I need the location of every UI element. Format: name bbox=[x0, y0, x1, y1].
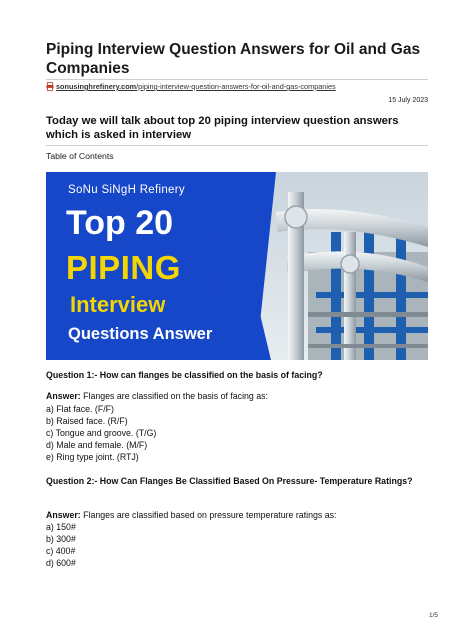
list-item: c) 400# bbox=[46, 546, 76, 557]
answer-2-lead: Answer: bbox=[46, 510, 81, 520]
banner-line-1: Top 20 bbox=[66, 204, 174, 242]
answer-2-intro bbox=[46, 509, 431, 521]
list-item: a) Flat face. (F/F) bbox=[46, 404, 114, 414]
banner-line-4: Questions Answer bbox=[68, 325, 213, 343]
source-domain: sonusinghrefinery.com bbox=[56, 82, 137, 91]
source-path: /piping-interview-question-answers-for-oil-and-gas-companies bbox=[136, 82, 336, 91]
source-line bbox=[46, 82, 336, 94]
list-item: a) 150# bbox=[46, 522, 76, 532]
list-item: d) Male and female. (M/F) bbox=[46, 440, 148, 451]
document-title: Piping Interview Question Answers for Oil and Gas Companies bbox=[46, 41, 421, 77]
list-item: c) Tongue and groove. (T/G) bbox=[46, 428, 157, 439]
question-2: Question 2:- How Can Flanges Be Classified Based On Pressure- Temperature Ratings? bbox=[46, 476, 413, 486]
answer-2-text: Flanges are classified based on pressure temperature ratings as: bbox=[80, 510, 337, 520]
question-1: Question 1:- How can flanges be classified on the basis of facing? bbox=[46, 370, 323, 380]
headline-divider bbox=[46, 145, 428, 146]
publish-date: 15 July 2023 bbox=[388, 97, 428, 104]
page-number: 1/5 bbox=[428, 612, 438, 619]
list-item: b) Raised face. (R/F) bbox=[46, 416, 128, 427]
banner-line-3: Interview bbox=[70, 292, 166, 317]
list-item: d) 600# bbox=[46, 558, 76, 569]
answer-1-lead: Answer: bbox=[46, 391, 81, 401]
list-item: b) 300# bbox=[46, 534, 76, 545]
table-of-contents-label[interactable]: Table of Contents bbox=[46, 151, 114, 161]
banner-image bbox=[46, 172, 428, 360]
article-headline: Today we will talk about top 20 piping interview question answers which is asked in interview bbox=[46, 115, 399, 141]
title-divider bbox=[46, 79, 428, 80]
printer-icon bbox=[46, 82, 54, 91]
source-link[interactable] bbox=[56, 82, 336, 91]
list-item: e) Ring type joint. (RTJ) bbox=[46, 452, 139, 463]
answer-1-text: Flanges are classified on the basis of facing as: bbox=[80, 391, 269, 401]
answer-1-intro bbox=[46, 390, 431, 402]
answer-2-list bbox=[46, 521, 76, 569]
answer-1-list bbox=[46, 403, 156, 463]
banner-brand: SoNu SiNgH Refinery bbox=[68, 184, 185, 196]
banner-line-2: PIPING bbox=[66, 249, 181, 286]
